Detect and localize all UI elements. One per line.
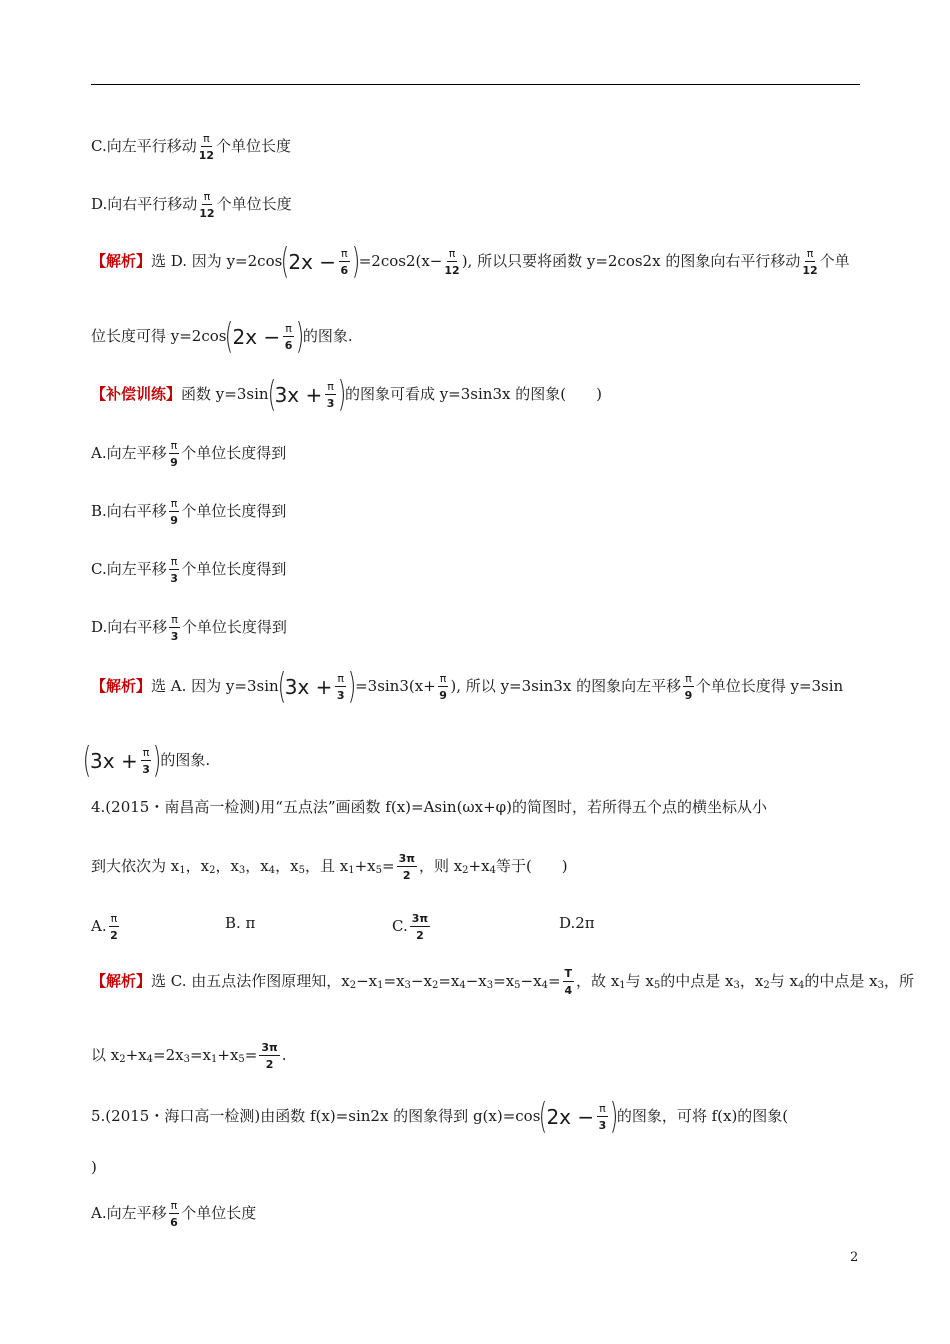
analysis-3: 【解析】选 C. 由五点法作图原理知，$x_2-x_1=x_3-x_2=x_4-x_3=x_5-x_4=$ $\frac{T}{4}$ ，故 $x_1$与 $x_5$的中点是 $x_3$，$x_2$与 $x_4$的中点是 $x_3$，所	[91, 967, 914, 997]
header-rule	[91, 84, 860, 85]
option-b: B.向右平移 $\frac{\pi}{9}$ 个单位长度得到	[91, 497, 287, 527]
supplement-tag: 【补偿训练】	[91, 385, 182, 403]
fraction: $\frac{\pi}{12}$	[198, 132, 215, 162]
fraction: $\frac{\pi}{9}$	[170, 439, 178, 469]
analysis-tag: 【解析】	[91, 972, 152, 990]
fraction: $\frac{\pi}{9}$	[439, 672, 447, 702]
supplementary-question: 【补偿训练】函数 y=3sin ( 3x + $\frac{\pi}{3}$ ) 的图象可看成 y=3sin3x 的图象( )	[91, 374, 602, 415]
math-expression: ( 3x + $\frac{\pi}{3}$ )	[277, 666, 357, 707]
fraction: $\frac{\pi}{9}$	[170, 497, 178, 527]
q4-option-b: B. π	[225, 914, 256, 932]
option-c: C.向左平移 $\frac{\pi}{3}$ 个单位长度得到	[91, 555, 287, 585]
option-a: A.向左平移 $\frac{\pi}{9}$ 个单位长度得到	[91, 439, 287, 469]
option-d-right: D.向右平行移动 $\frac{\pi}{12}$ 个单位长度	[91, 190, 292, 220]
analysis-1: 【解析】选 D. 因为 y=2cos ( 2x − $\frac{\pi}{6}$ ) =2cos2(x− $\frac{\pi}{12}$ ), 所以只要将函数 y=2cos2x 的图象向右平行移动 $\frac{\pi}{12}$ 个单	[91, 241, 850, 282]
fraction: $\frac{T}{4}$	[564, 967, 573, 997]
fraction: $\frac{\pi}{12}$	[444, 247, 460, 277]
page-number: 2	[850, 1250, 859, 1265]
question-5-cont: )	[91, 1158, 97, 1176]
q4-option-a: A. $\frac{\pi}{2}$	[91, 912, 118, 942]
question-5: 5.(2015・海口高一检测)由函数 f(x)=sin2x 的图象得到 g(x)=cos ( 2x − $\frac{\pi}{3}$ ) 的图象，可将 f(x)的图象(	[91, 1096, 789, 1137]
fraction: $\frac{3\pi}{2}$	[398, 852, 415, 882]
math-expression: ( 2x − $\frac{\pi}{6}$ )	[225, 316, 305, 357]
fraction: $\frac{3\pi}{2}$	[261, 1041, 278, 1071]
fraction: $\frac{\pi}{6}$	[170, 1199, 178, 1229]
analysis-tag: 【解析】	[91, 677, 152, 695]
analysis-tag: 【解析】	[91, 252, 152, 270]
math-expression: ( 2x − $\frac{\pi}{3}$ )	[539, 1096, 619, 1137]
analysis-1-cont: 位长度可得 y=2cos ( 2x − $\frac{\pi}{6}$ ) 的图象.	[91, 316, 353, 357]
analysis-2: 【解析】选 A. 因为 y=3sin ( 3x + $\frac{\pi}{3}$ ) =3sin3(x+ $\frac{\pi}{9}$ ), 所以 y=3sin3x 的图象向左平移 $\frac{\pi}{9}$ 个单位长度得 y=3sin	[91, 666, 844, 707]
analysis-2-cont: ( 3x + $\frac{\pi}{3}$ ) 的图象.	[82, 740, 211, 781]
fraction: $\frac{\pi}{9}$	[684, 672, 693, 702]
fraction: $\frac{\pi}{12}$	[199, 190, 215, 220]
option-c-left	[91, 133, 291, 161]
fraction: $\frac{\pi}{3}$	[170, 613, 179, 643]
q4-option-d: D.2π	[559, 914, 595, 932]
option-text: 个单位长度	[216, 137, 292, 155]
option-text: C.向左平行移动	[91, 137, 197, 155]
q4-option-c: C. $\frac{3\pi}{2}$	[392, 912, 429, 942]
question-4-cont: 到大依次为 $x_1$，$x_2$，$x_3$，$x_4$，$x_5$，且 $x_1+x_5=$ $\frac{3\pi}{2}$ ，则 $x_2+x_4$等于( )	[91, 852, 568, 882]
fraction: $\frac{\pi}{12}$	[802, 247, 818, 277]
math-expression: ( 3x + $\frac{\pi}{3}$ )	[82, 740, 162, 781]
question-4: 4.(2015・南昌高一检测)用“五点法”画函数 f(x)=Asin(ωx+φ)的简图时，若所得五个点的横坐标从小	[91, 798, 768, 816]
math-expression: ( 3x + $\frac{\pi}{3}$ )	[267, 374, 347, 415]
math-expression: ( 2x − $\frac{\pi}{6}$ )	[281, 241, 360, 282]
analysis-3-cont: 以 $x_2+x_4=2x_3=x_1+x_5=$ $\frac{3\pi}{2}$ .	[91, 1041, 287, 1071]
q5-option-a: A.向左平移 $\frac{\pi}{6}$ 个单位长度	[91, 1199, 257, 1229]
fraction: $\frac{\pi}{3}$	[170, 555, 178, 585]
option-d: D.向右平移 $\frac{\pi}{3}$ 个单位长度得到	[91, 613, 287, 643]
